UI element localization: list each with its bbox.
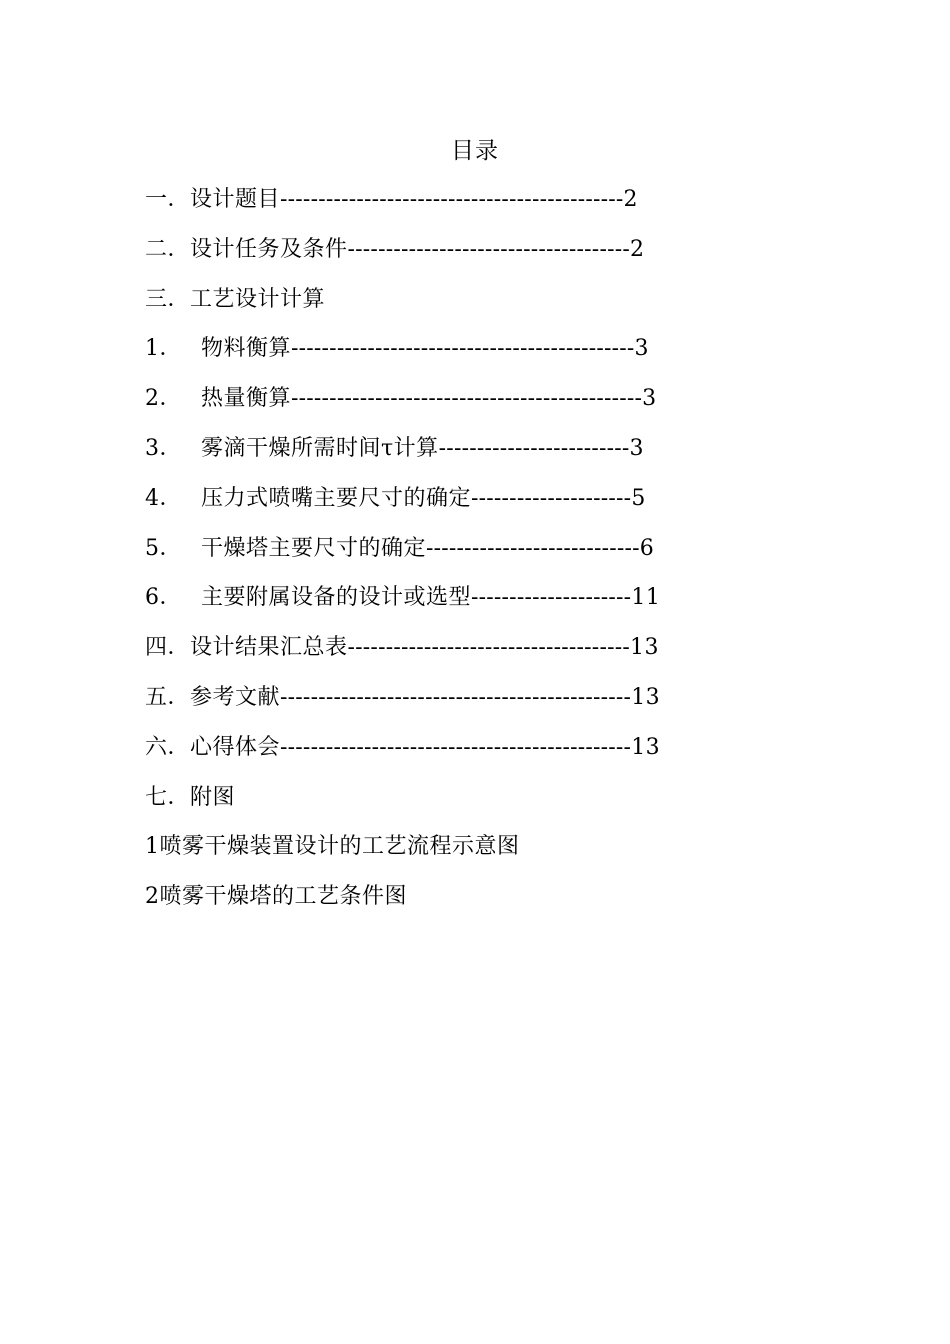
- toc-entry-title: 喷雾干燥塔的工艺条件图: [159, 884, 408, 910]
- toc-entry-number: 三．: [145, 286, 191, 312]
- toc-entry: [145, 631, 765, 681]
- toc-entry-page: 2: [623, 187, 639, 212]
- toc-entry-title: 压力式喷嘴主要尺寸的确定: [201, 485, 472, 511]
- toc-entry-number: 1．: [145, 336, 182, 362]
- toc-entry-leader: ----------------------------------------------: [280, 734, 632, 760]
- toc-entry-leader: -------------------------: [438, 435, 630, 461]
- toc-entry-number: 4．: [145, 485, 182, 511]
- toc-entry-number: 6．: [145, 585, 182, 611]
- toc-title: 目录: [451, 138, 499, 164]
- toc-entry-number: 2: [145, 884, 160, 910]
- toc-entry: [145, 731, 765, 781]
- toc-entry: [145, 781, 765, 831]
- toc-entry-page: 13: [631, 734, 661, 760]
- toc-appendix-item: [145, 880, 765, 930]
- toc-entry-title: 工艺设计计算: [190, 286, 326, 312]
- toc-subentry: [145, 581, 765, 631]
- toc-subentry: [145, 432, 765, 482]
- toc-list: [145, 183, 765, 930]
- toc-entry-number: 一．: [145, 187, 191, 212]
- toc-entry-title: 设计任务及条件: [190, 236, 348, 262]
- toc-entry-leader: ----------------------------------------------: [291, 386, 643, 412]
- toc-entry-title: 参考文献: [190, 684, 281, 710]
- toc-entry-title: 喷雾干燥装置设计的工艺流程示意图: [159, 834, 520, 860]
- toc-entry-number: 3．: [145, 435, 182, 461]
- toc-entry-page: 13: [629, 635, 659, 661]
- toc-entry-title: 热量衡算: [201, 386, 292, 412]
- toc-entry-page: 3: [634, 336, 650, 362]
- toc-entry-number: 2．: [145, 386, 182, 412]
- toc-entry-page: 3: [642, 386, 657, 412]
- toc-entry-leader: ----------------------------------------------: [280, 684, 632, 710]
- toc-entry-title: 雾滴干燥所需时间τ计算: [201, 435, 439, 461]
- toc-entry-page: 3: [629, 435, 645, 461]
- toc-entry-title: 设计结果汇总表: [190, 635, 348, 661]
- toc-entry-number: 5．: [145, 535, 182, 561]
- toc-entry: [145, 233, 765, 283]
- toc-subentry: [145, 482, 765, 532]
- toc-entry-page: 2: [629, 236, 645, 262]
- toc-entry-number: 四．: [145, 635, 191, 661]
- toc-entry: [145, 283, 765, 333]
- toc-entry-leader: -------------------------------------: [347, 236, 630, 262]
- toc-subentry: [145, 332, 765, 382]
- toc-entry-leader: -------------------------------------: [347, 635, 630, 661]
- toc-entry-leader: ---------------------: [471, 485, 632, 511]
- toc-entry-title: 物料衡算: [201, 336, 292, 362]
- toc-entry-page: 6: [639, 535, 655, 561]
- toc-entry-title: 附图: [190, 784, 236, 810]
- toc-entry-title: 主要附属设备的设计或选型: [201, 585, 472, 611]
- toc-entry-title: 设计题目: [190, 187, 281, 212]
- toc-entry: [145, 681, 765, 731]
- toc-entry-leader: ----------------------------: [426, 535, 640, 561]
- toc-entry-title: 心得体会: [190, 734, 281, 760]
- toc-entry-title: 干燥塔主要尺寸的确定: [201, 535, 427, 561]
- toc-subentry: [145, 532, 765, 582]
- toc-entry-leader: ---------------------: [471, 585, 632, 611]
- toc-entry-leader: ---------------------------------------------: [280, 187, 624, 212]
- toc-entry-number: 1: [145, 834, 160, 860]
- toc-entry-number: 五．: [145, 684, 191, 710]
- toc-appendix-item: [145, 830, 765, 880]
- toc-entry-number: 二．: [145, 236, 191, 262]
- toc-entry-number: 七．: [145, 784, 191, 810]
- toc-entry-number: 六．: [145, 734, 191, 760]
- toc-entry-page: 13: [631, 684, 661, 710]
- toc-subentry: [145, 382, 765, 432]
- toc-entry-page: 5: [631, 485, 646, 511]
- toc-entry-page: 11: [631, 585, 661, 611]
- toc-entry-leader: ---------------------------------------------: [291, 336, 635, 362]
- toc-entry: [145, 183, 765, 233]
